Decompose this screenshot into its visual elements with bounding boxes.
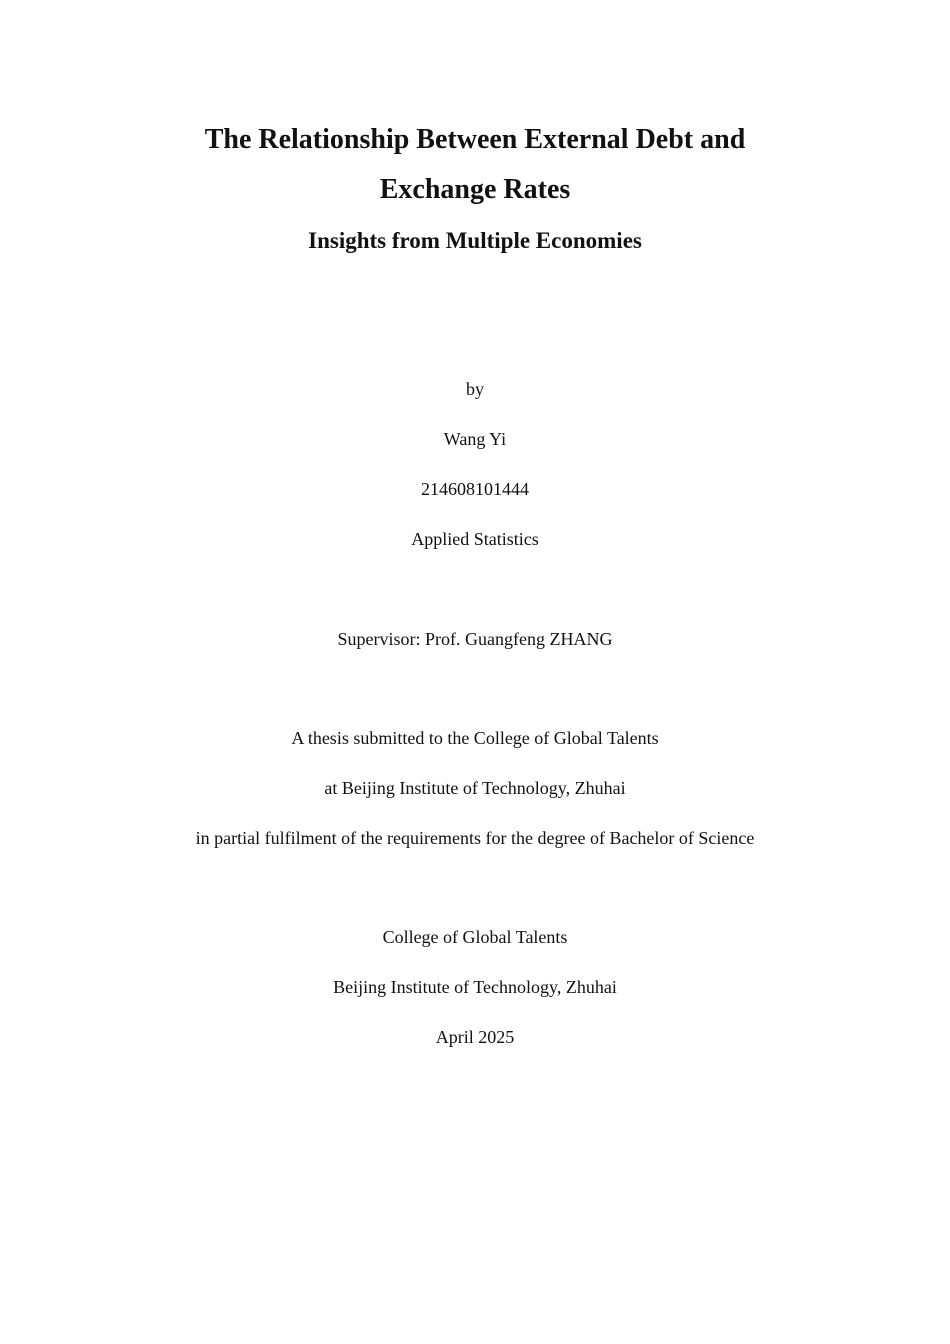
thesis-subtitle: Insights from Multiple Economies xyxy=(308,228,642,253)
submission-line-1: A thesis submitted to the College of Global Talents xyxy=(291,728,659,748)
major: Applied Statistics xyxy=(411,529,539,549)
thesis-title-line-1: The Relationship Between External Debt and xyxy=(204,124,746,155)
institute-name: Beijing Institute of Technology, Zhuhai xyxy=(333,977,617,997)
college-name: College of Global Talents xyxy=(382,927,568,947)
submission-date: April 2025 xyxy=(435,1027,515,1047)
author-name: Wang Yi xyxy=(443,429,507,449)
submission-line-2: at Beijing Institute of Technology, Zhuhai xyxy=(324,778,626,798)
student-id: 214608101444 xyxy=(421,479,529,499)
thesis-title-line-2: Exchange Rates xyxy=(379,174,571,205)
supervisor: Supervisor: Prof. Guangfeng ZHANG xyxy=(337,629,613,649)
by-label: by xyxy=(466,379,484,399)
submission-line-3: in partial fulfilment of the requirements for the degree of Bachelor of Science xyxy=(195,828,755,848)
